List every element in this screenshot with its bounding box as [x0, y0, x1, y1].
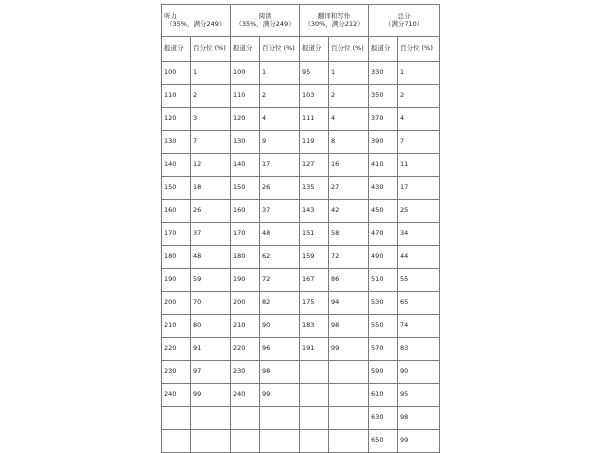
table-row [162, 430, 440, 453]
score-cell: 130 [231, 131, 260, 154]
score-cell: 570 [369, 338, 398, 361]
score-cell: 450 [369, 200, 398, 223]
group-title: 听力 [164, 11, 177, 20]
percentile-cell: 55 [398, 269, 440, 292]
score-cell: 135 [300, 177, 329, 200]
percentile-cell: 99 [398, 430, 440, 453]
percentile-cell: 3 [191, 108, 231, 131]
group-header-translation-writing [300, 5, 369, 37]
table-row [162, 200, 440, 223]
score-cell: 650 [369, 430, 398, 453]
table-row [162, 338, 440, 361]
score-cell: 110 [231, 85, 260, 108]
col-head-percentile: 百分位 (%) [398, 37, 440, 62]
score-cell [300, 361, 329, 384]
score-cell [300, 430, 329, 453]
group-title: 翻译和写作 [317, 11, 351, 20]
percentile-cell: 2 [398, 85, 440, 108]
score-cell: 110 [162, 85, 191, 108]
score-cell: 150 [162, 177, 191, 200]
percentile-cell [329, 407, 369, 430]
percentile-cell: 1 [260, 62, 300, 85]
table-row [162, 177, 440, 200]
table-row [162, 108, 440, 131]
percentile-cell: 59 [191, 269, 231, 292]
score-cell: 151 [300, 223, 329, 246]
percentile-cell: 48 [260, 223, 300, 246]
table-row [162, 246, 440, 269]
percentile-cell: 34 [398, 223, 440, 246]
score-cell: 410 [369, 154, 398, 177]
percentile-cell [260, 430, 300, 453]
score-cell: 127 [300, 154, 329, 177]
percentile-cell: 16 [329, 154, 369, 177]
score-cell: 550 [369, 315, 398, 338]
table-row [162, 361, 440, 384]
score-cell: 191 [300, 338, 329, 361]
score-cell: 180 [231, 246, 260, 269]
col-head-score: 报道分 [162, 37, 191, 62]
table-row [162, 292, 440, 315]
percentile-cell: 1 [398, 62, 440, 85]
score-cell: 120 [162, 108, 191, 131]
score-cell: 159 [300, 246, 329, 269]
table-row [162, 131, 440, 154]
percentile-cell: 11 [398, 154, 440, 177]
score-cell: 230 [162, 361, 191, 384]
score-cell: 200 [162, 292, 191, 315]
group-subtitle: （35%，满分249） [235, 19, 295, 28]
percentile-cell: 82 [260, 292, 300, 315]
score-cell: 530 [369, 292, 398, 315]
score-cell: 190 [162, 269, 191, 292]
percentile-cell: 7 [398, 131, 440, 154]
percentile-cell: 91 [191, 338, 231, 361]
percentile-cell: 98 [398, 407, 440, 430]
percentile-cell: 58 [329, 223, 369, 246]
percentile-cell: 18 [191, 177, 231, 200]
percentile-cell: 37 [260, 200, 300, 223]
score-cell [300, 407, 329, 430]
score-cell: 210 [231, 315, 260, 338]
table-row [162, 62, 440, 85]
group-subtitle: （30%，满分212） [304, 19, 364, 28]
score-cell: 240 [162, 384, 191, 407]
col-head-percentile: 百分位 (%) [191, 37, 231, 62]
score-cell [231, 407, 260, 430]
percentile-cell: 74 [398, 315, 440, 338]
percentile-cell: 90 [260, 315, 300, 338]
percentile-cell: 83 [398, 338, 440, 361]
percentile-cell: 72 [329, 246, 369, 269]
score-percentile-table [161, 4, 440, 453]
group-title: 总分 [397, 11, 411, 20]
percentile-cell: 48 [191, 246, 231, 269]
percentile-cell [191, 407, 231, 430]
col-head-score: 报道分 [369, 37, 398, 62]
percentile-cell: 2 [260, 85, 300, 108]
percentile-cell [260, 407, 300, 430]
percentile-cell: 86 [329, 269, 369, 292]
percentile-cell: 25 [398, 200, 440, 223]
table-row [162, 384, 440, 407]
score-cell: 220 [231, 338, 260, 361]
percentile-cell: 17 [260, 154, 300, 177]
score-cell: 610 [369, 384, 398, 407]
percentile-cell: 2 [191, 85, 231, 108]
score-cell: 190 [231, 269, 260, 292]
score-cell: 95 [300, 62, 329, 85]
percentile-cell: 1 [191, 62, 231, 85]
score-cell: 160 [162, 200, 191, 223]
score-cell: 130 [162, 131, 191, 154]
score-cell [231, 430, 260, 453]
score-cell: 170 [231, 223, 260, 246]
percentile-cell: 1 [329, 62, 369, 85]
score-cell: 470 [369, 223, 398, 246]
percentile-cell [329, 384, 369, 407]
percentile-cell: 90 [398, 361, 440, 384]
group-subtitle: （35%，满分249） [166, 19, 226, 28]
percentile-cell: 9 [260, 131, 300, 154]
percentile-cell: 12 [191, 154, 231, 177]
score-cell: 140 [231, 154, 260, 177]
score-cell: 170 [162, 223, 191, 246]
col-head-percentile: 百分位 (%) [329, 37, 369, 62]
score-cell: 490 [369, 246, 398, 269]
percentile-cell: 65 [398, 292, 440, 315]
score-cell: 120 [231, 108, 260, 131]
percentile-cell: 42 [329, 200, 369, 223]
percentile-cell: 98 [260, 361, 300, 384]
score-cell: 143 [300, 200, 329, 223]
percentile-cell: 4 [260, 108, 300, 131]
score-cell: 430 [369, 177, 398, 200]
score-cell: 167 [300, 269, 329, 292]
percentile-cell: 44 [398, 246, 440, 269]
score-cell: 590 [369, 361, 398, 384]
group-header-row [162, 5, 440, 37]
table-row [162, 85, 440, 108]
percentile-cell [329, 430, 369, 453]
percentile-cell: 95 [398, 384, 440, 407]
score-cell: 100 [231, 62, 260, 85]
percentile-cell [191, 430, 231, 453]
percentile-cell: 70 [191, 292, 231, 315]
percentile-cell: 4 [329, 108, 369, 131]
score-cell: 220 [162, 338, 191, 361]
score-cell: 140 [162, 154, 191, 177]
table-row [162, 315, 440, 338]
score-cell [162, 407, 191, 430]
score-cell: 111 [300, 108, 329, 131]
percentile-cell: 2 [329, 85, 369, 108]
score-cell [300, 384, 329, 407]
percentile-cell: 94 [329, 292, 369, 315]
score-cell: 175 [300, 292, 329, 315]
percentile-cell: 72 [260, 269, 300, 292]
group-subtitle: （满分710） [384, 19, 424, 28]
score-cell: 200 [231, 292, 260, 315]
group-header-reading [231, 5, 300, 37]
percentile-cell: 99 [191, 384, 231, 407]
percentile-cell [329, 361, 369, 384]
percentile-cell: 26 [260, 177, 300, 200]
score-cell: 180 [162, 246, 191, 269]
score-cell: 100 [162, 62, 191, 85]
score-cell: 240 [231, 384, 260, 407]
percentile-cell: 26 [191, 200, 231, 223]
percentile-cell: 4 [398, 108, 440, 131]
group-title: 阅读 [258, 11, 272, 20]
score-cell: 370 [369, 108, 398, 131]
score-cell: 390 [369, 131, 398, 154]
percentile-cell: 62 [260, 246, 300, 269]
col-head-score: 报道分 [300, 37, 329, 62]
score-cell: 630 [369, 407, 398, 430]
table-row [162, 407, 440, 430]
score-cell: 183 [300, 315, 329, 338]
score-cell: 350 [369, 85, 398, 108]
percentile-cell: 99 [329, 338, 369, 361]
percentile-cell: 99 [260, 384, 300, 407]
table-row [162, 154, 440, 177]
score-cell: 230 [231, 361, 260, 384]
score-cell: 510 [369, 269, 398, 292]
table-row [162, 223, 440, 246]
table-row [162, 269, 440, 292]
group-header-listening [162, 5, 231, 37]
percentile-cell: 7 [191, 131, 231, 154]
score-cell: 150 [231, 177, 260, 200]
score-cell: 103 [300, 85, 329, 108]
score-cell: 330 [369, 62, 398, 85]
score-cell: 119 [300, 131, 329, 154]
percentile-cell: 97 [191, 361, 231, 384]
percentile-cell: 96 [260, 338, 300, 361]
percentile-cell: 80 [191, 315, 231, 338]
col-head-percentile: 百分位 (%) [260, 37, 300, 62]
score-cell: 210 [162, 315, 191, 338]
percentile-cell: 17 [398, 177, 440, 200]
group-header-total [369, 5, 440, 37]
percentile-cell: 8 [329, 131, 369, 154]
score-cell [162, 430, 191, 453]
percentile-cell: 98 [329, 315, 369, 338]
col-head-score: 报道分 [231, 37, 260, 62]
score-cell: 160 [231, 200, 260, 223]
percentile-cell: 27 [329, 177, 369, 200]
percentile-cell: 37 [191, 223, 231, 246]
column-header-row [162, 37, 440, 62]
